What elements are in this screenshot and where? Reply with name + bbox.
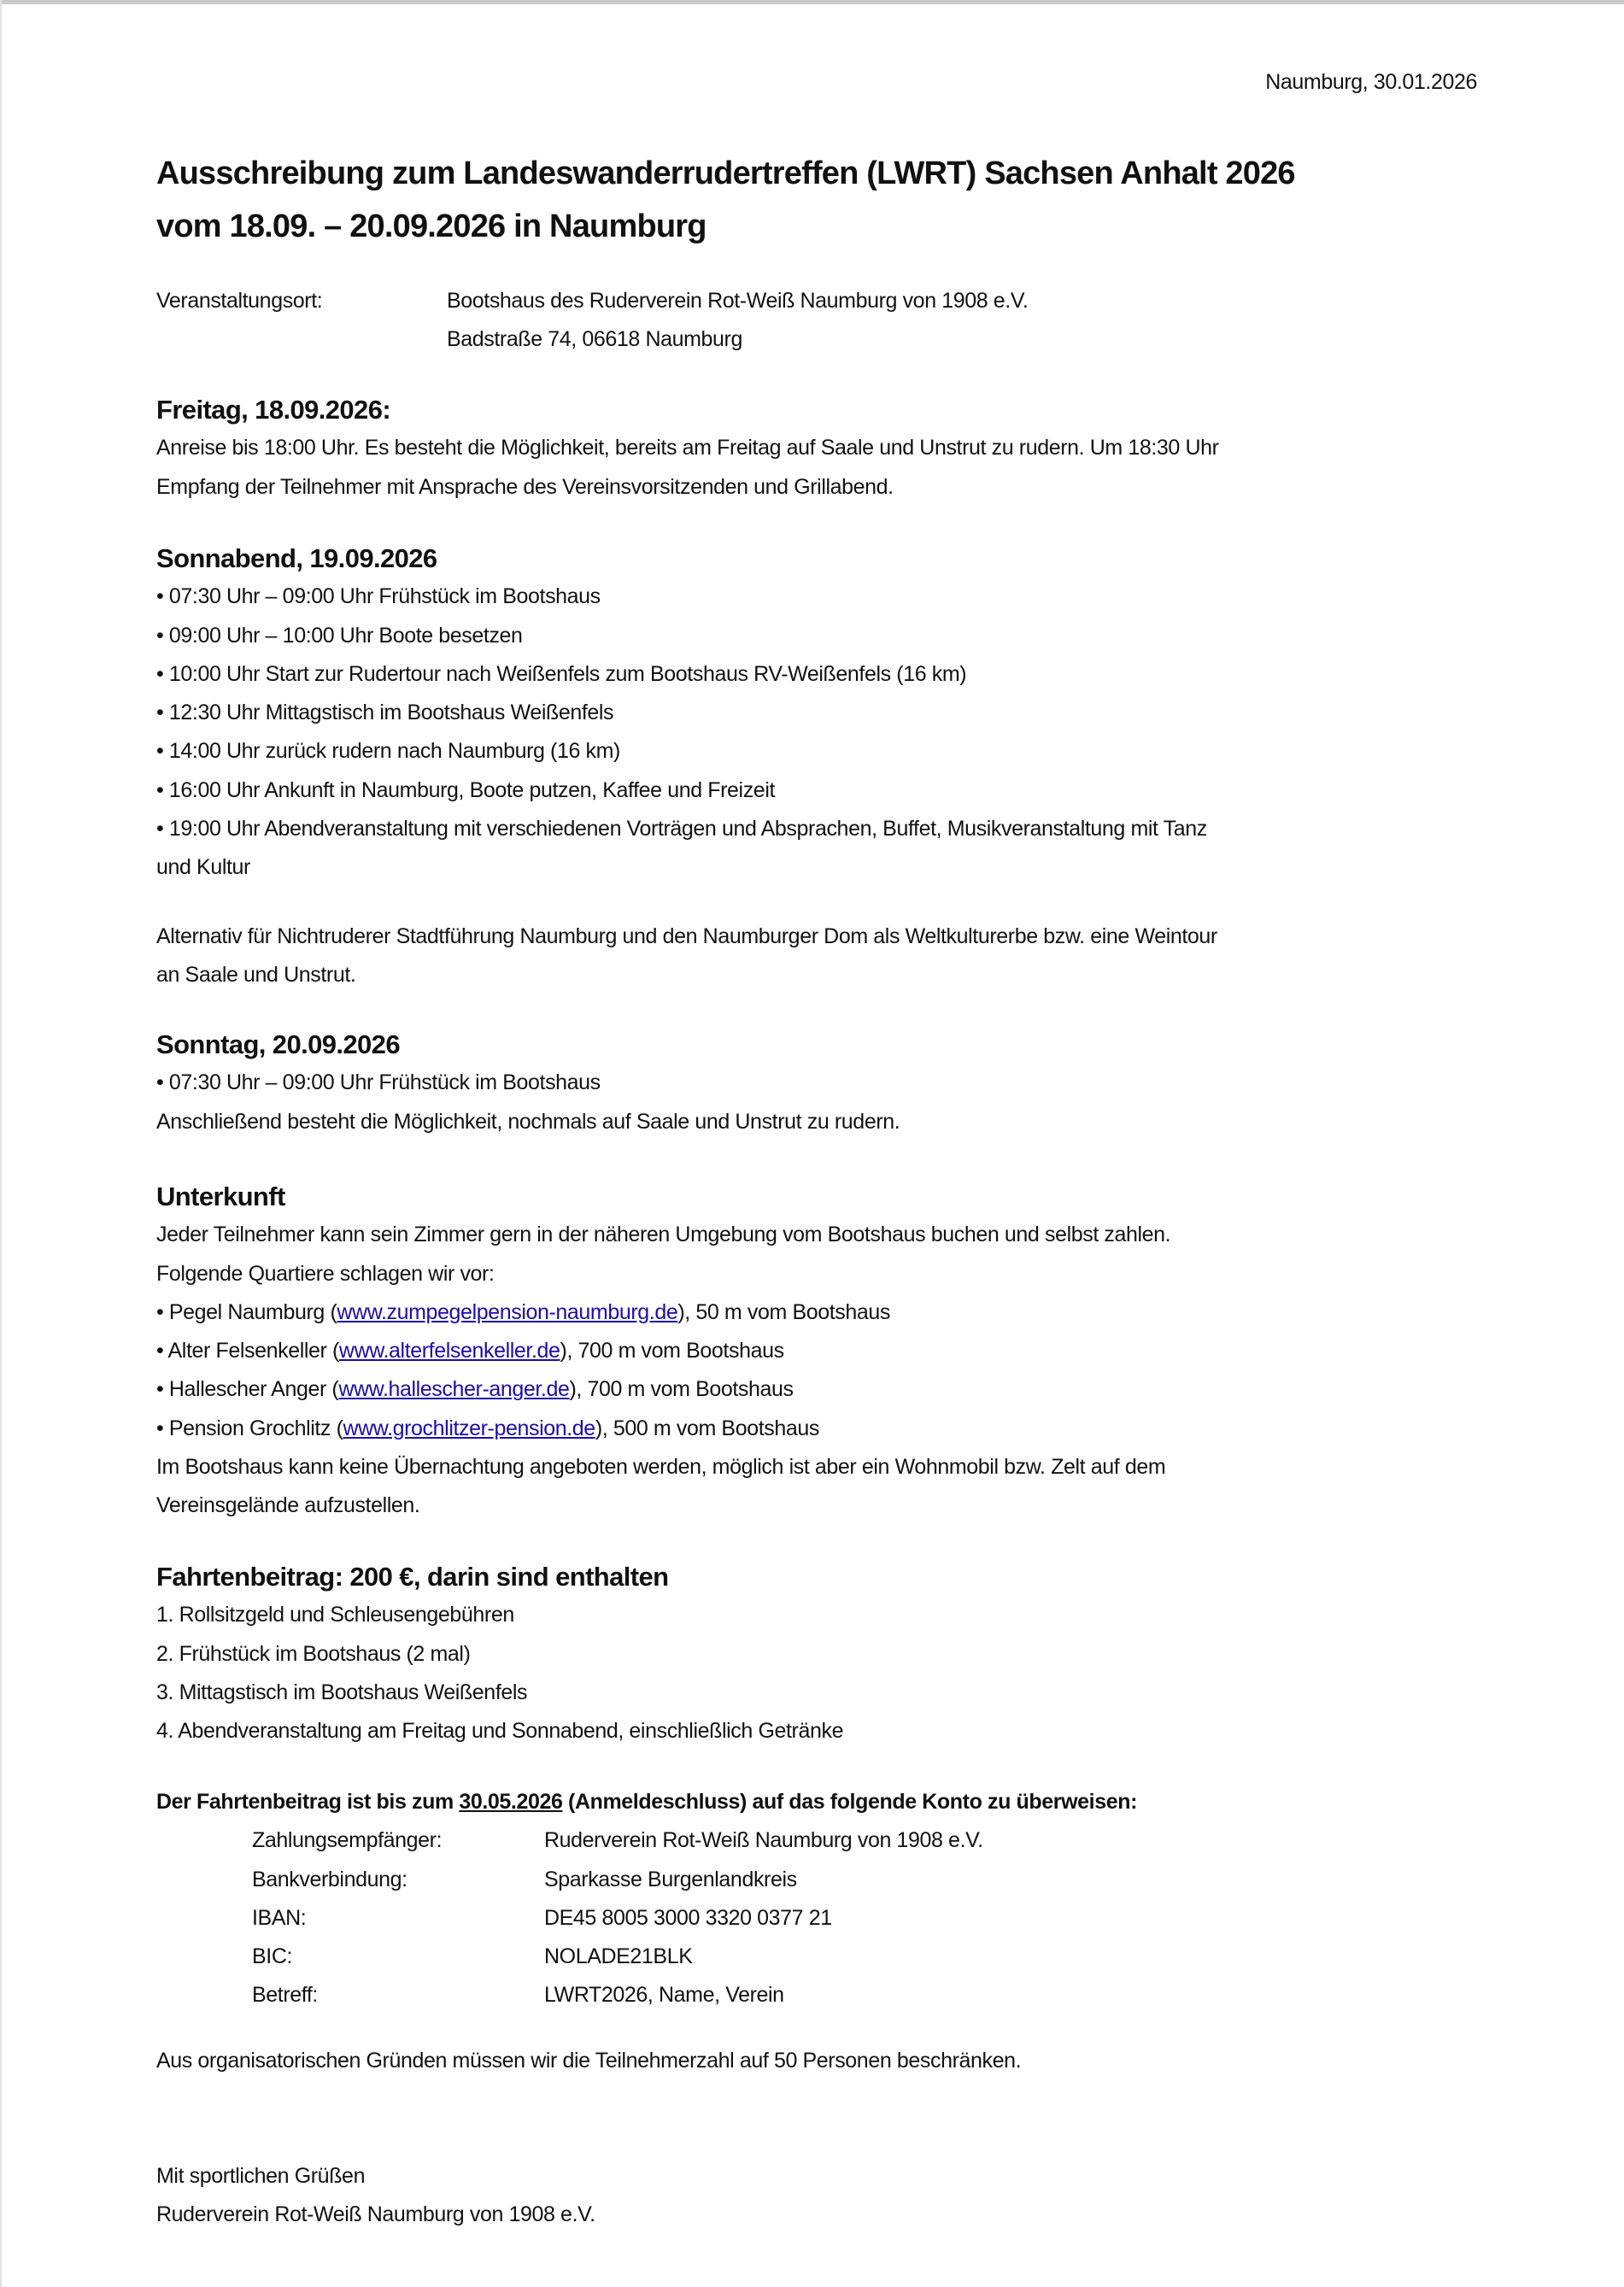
sunday-heading: Sonntag, 20.09.2026 — [156, 1029, 400, 1059]
payment-section — [156, 1783, 1138, 2008]
schedule-item: • 10:00 Uhr Start zur Rudertour nach Weißenfels zum Bootshaus RV-Weißenfels (16 km) — [156, 661, 967, 686]
fee-item: 4. Abendveranstaltung am Freitag und Sonnabend, einschließlich Getränke — [156, 1719, 844, 1744]
bank-value: NOLADE21BLK — [544, 1944, 693, 1969]
bank-value: Sparkasse Burgenlandkreis — [544, 1867, 797, 1891]
lodging-item: • Pegel Naumburg (www.zumpegelpension-naumburg.de), 50 m vom Bootshaus — [156, 1299, 890, 1324]
bank-value: LWRT2026, Name, Verein — [544, 1983, 784, 2008]
participant-limit: Aus organisatorischen Gründen müssen wir die Teilnehmerzahl auf 50 Personen beschränken. — [156, 2049, 1022, 2073]
lodging-item: • Pension Grochlitz (www.grochlitzer-pension.de), 500 m vom Bootshaus — [156, 1416, 819, 1440]
saturday-heading: Sonnabend, 19.09.2026 — [156, 543, 437, 573]
venue-label: Veranstaltungsort: — [156, 289, 323, 313]
fee-item: 2. Frühstück im Bootshaus (2 mal) — [156, 1641, 471, 1666]
lodging-heading: Unterkunft — [156, 1182, 285, 1211]
text-line: an Saale und Unstrut. — [156, 963, 356, 988]
schedule-item: • 19:00 Uhr Abendveranstaltung mit verschiedenen Vorträgen und Absprachen, Buffet, Musikveranstaltung mit Tanz — [156, 817, 1207, 841]
schedule-item: • 07:30 Uhr – 09:00 Uhr Frühstück im Bootshaus — [156, 584, 601, 609]
lodging-item: • Alter Felsenkeller (www.alterfelsenkeller.de), 700 m vom Bootshaus — [156, 1339, 784, 1363]
lodging-link[interactable]: www.grochlitzer-pension.de — [343, 1416, 595, 1440]
text-line: Alternativ für Nichtruderer Stadtführung Naumburg und den Naumburger Dom als Weltkulturerbe bzw. eine Weintour — [156, 924, 1217, 948]
saturday-section — [156, 539, 1207, 888]
payment-instruction: Der Fahrtenbeitrag ist bis zum 30.05.2026 (Anmeldeschluss) auf das folgende Konto zu überweisen: — [156, 1790, 1138, 1814]
closing — [156, 2157, 595, 2235]
sunday-section — [156, 1025, 900, 1141]
schedule-item: und Kultur — [156, 855, 250, 880]
title-line: Ausschreibung zum Landeswanderrudertreffen (LWRT) Sachsen Anhalt 2026 — [156, 155, 1295, 191]
lodging-section — [156, 1177, 1170, 1526]
bank-details: Zahlungsempfänger: Ruderverein Rot-Weiß Naumburg von 1908 e.V. Bankverbindung: Sparkasse Burgenlandkreis IBAN: DE45 8005 3000 3320 0377 21 BIC: NOLADE21BLK Betreff: LWRT2026, Name, Verein — [156, 1821, 1137, 1860]
text-line: Anschließend besteht die Möglichkeit, nochmals auf Saale und Unstrut zu rudern. — [156, 1109, 900, 1134]
date-line: Naumburg, 30.01.2026 — [1265, 70, 1477, 94]
venue-line: Bootshaus des Ruderverein Rot-Weiß Naumburg von 1908 e.V. — [447, 289, 1029, 313]
schedule-item: • 07:30 Uhr – 09:00 Uhr Frühstück im Bootshaus — [156, 1070, 601, 1095]
text-line: Empfang der Teilnehmer mit Ansprache des Vereinsvorsitzenden und Grillabend. — [156, 474, 894, 499]
fee-item: 1. Rollsitzgeld und Schleusengebühren — [156, 1603, 514, 1627]
deadline: 30.05.2026 — [459, 1790, 563, 1814]
document-title — [156, 147, 1295, 253]
fee-section — [156, 1557, 843, 1750]
text-line: Vereinsgelände aufzustellen. — [156, 1493, 420, 1518]
page-left-border — [0, 0, 2, 2287]
schedule-item: • 12:30 Uhr Mittagstisch im Bootshaus Weißenfels — [156, 701, 614, 725]
schedule-item: • 09:00 Uhr – 10:00 Uhr Boote besetzen — [156, 623, 523, 648]
closing-line: Mit sportlichen Grüßen — [156, 2164, 366, 2188]
bank-value: DE45 8005 3000 3320 0377 21 — [544, 1905, 832, 1930]
title-line: vom 18.09. – 20.09.2026 in Naumburg — [156, 208, 706, 244]
text-line: Anreise bis 18:00 Uhr. Es besteht die Möglichkeit, bereits am Freitag auf Saale und Unstrut zu rudern. Um 18:30 Uhr — [156, 436, 1219, 460]
lodging-link[interactable]: www.alterfelsenkeller.de — [338, 1339, 560, 1363]
friday-section — [156, 390, 1219, 507]
fee-heading: Fahrtenbeitrag: 200 €, darin sind enthalten — [156, 1562, 669, 1592]
venue-section — [156, 282, 1028, 360]
signature-line: Ruderverein Rot-Weiß Naumburg von 1908 e.V. — [156, 2202, 595, 2227]
schedule-item: • 14:00 Uhr zurück rudern nach Naumburg (16 km) — [156, 739, 620, 764]
venue-line: Badstraße 74, 06618 Naumburg — [447, 327, 742, 352]
alternative-note — [156, 918, 1217, 995]
schedule-item: • 16:00 Uhr Ankunft in Naumburg, Boote putzen, Kaffee und Freizeit — [156, 777, 776, 802]
text-line: Folgende Quartiere schlagen wir vor: — [156, 1261, 495, 1286]
lodging-link[interactable]: www.hallescher-anger.de — [338, 1377, 570, 1402]
text-line: Jeder Teilnehmer kann sein Zimmer gern in der näheren Umgebung vom Bootshaus buchen und selbst zahlen. — [156, 1223, 1171, 1247]
lodging-link[interactable]: www.zumpegelpension-naumburg.de — [337, 1299, 678, 1324]
lodging-item: • Hallescher Anger (www.hallescher-anger.de), 700 m vom Bootshaus — [156, 1377, 794, 1402]
bank-value: Ruderverein Rot-Weiß Naumburg von 1908 e.V. — [544, 1828, 983, 1853]
friday-heading: Freitag, 18.09.2026: — [156, 395, 391, 425]
text-line: Im Bootshaus kann keine Übernachtung angeboten werden, möglich ist aber ein Wohnmobil bzw. Zelt auf dem — [156, 1455, 1166, 1480]
fee-item: 3. Mittagstisch im Bootshaus Weißenfels — [156, 1680, 528, 1704]
page-top-border — [0, 0, 1624, 4]
